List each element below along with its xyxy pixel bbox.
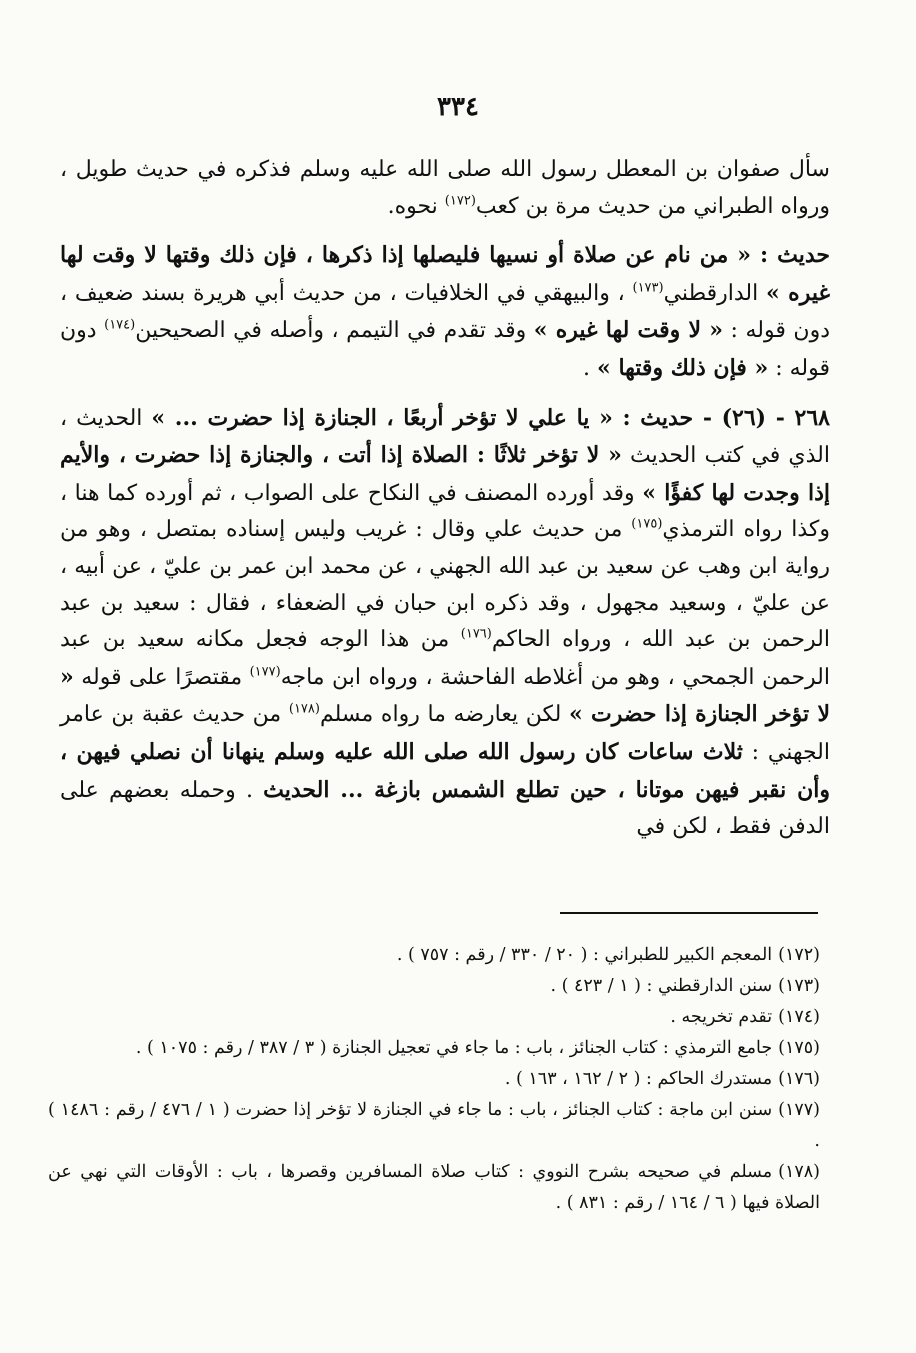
footnote-number: (١٧٤) [778,1007,820,1027]
bold-text-run: « لا تؤخر ثلاثًا : الصلاة إذا أتت ، والجنازة إذا حضرت ، والأيم إذا وجدت لها كفؤًا » [60,442,830,506]
footnote-divider [560,912,818,914]
footnote [48,1033,820,1064]
text-run: من حديث عقبة بن عامر الجهني : [60,702,830,765]
text-run: نحوه. [387,193,445,219]
text-run: سأل صفوان بن المعطل رسول الله صلى الله عليه وسلم فذكره في حديث طويل ، ورواه الطبراني من حديث مرة بن كعب [60,157,830,219]
footnote-text: المعجم الكبير للطبراني : ( ٢٠ / ٣٣٠ / رقم : ٧٥٧ ) . [396,945,773,965]
footnote [48,1064,820,1095]
text-run: مقتصرًا على قوله [73,664,250,690]
footnote-text: مستدرك الحاكم : ( ٢ / ١٦٢ ، ١٦٣ ) . [504,1069,773,1089]
footnote [48,940,820,971]
footnotes [48,940,820,1219]
paragraph [60,400,830,846]
footnote-text: سنن ابن ماجة : كتاب الجنائز ، باب : ما جاء في الجنازة لا تؤخر إذا حضرت ( ١ / ٤٧٦ / رقم : ١٤٨٦ ) . [48,1100,820,1151]
text-run: ، والبيهقي في الخلافيات ، من حديث أبي هريرة بسند ضعيف ، دون قوله : [60,280,830,344]
footnote-number: (١٧٨) [778,1162,820,1182]
footnote [48,1002,820,1033]
footnote-text: سنن الدارقطني : ( ١ / ٤٢٣ ) . [550,976,773,996]
bold-text-run: ثلاث ساعات كان رسول الله صلى الله عليه وسلم ينهانا أن نصلي فيهن ، وأن نقبر فيهن موتانا ، حين تطلع الشمس بازغة ... الحديث [60,738,830,803]
bold-text-run: « لا وقت لها غيره » [533,317,723,344]
footnote-number: (١٧٦) [778,1069,820,1089]
footnote-number: (١٧٧) [778,1100,820,1120]
footnote-reference: (١٧٥) [631,517,663,533]
text-run: الدارقطني [663,280,766,306]
footnote-number: (١٧٥) [778,1038,820,1058]
text-run: لكن يعارضه ما رواه مسلم [319,702,569,728]
footnote-reference: (١٧٢) [444,193,476,209]
text-run: الحديث ، الذي في كتب الحديث [60,405,830,469]
text-run: وقد أورده المصنف في النكاح على الصواب ، ثم أورده كما هنا ، وكذا رواه الترمذي [60,480,830,543]
footnote-text: جامع الترمذي : كتاب الجنائز ، باب : ما جاء في تعجيل الجنازة ( ٣ / ٣٨٧ / رقم : ١٠٧٥ ) . [135,1038,773,1058]
bold-text-run: حديث : « من نام عن صلاة أو نسيها فليصلها إذا ذكرها ، فإن ذلك وقتها لا وقت لها غيره » [60,242,830,306]
bold-text-run: « فإن ذلك وقتها » [597,354,769,381]
main-text [60,152,830,858]
text-run: دون قوله : [60,318,830,381]
footnote-number: (١٧٢) [778,945,820,965]
text-run: من هذا الوجه فجعل مكانه سعيد بن عبد الرحمن الجمحي ، وهو من أغلاطه الفاحشة ، ورواه ابن ماجه [60,627,830,690]
footnote-reference: (١٧٦) [460,626,492,642]
bold-text-run: ٢٦٨ - (٢٦) - حديث : « يا علي لا تؤخر أربعًا ، الجنازة إذا حضرت ... » [151,404,830,431]
text-run: . وحمله بعضهم على الدفن فقط ، لكن في [60,777,830,840]
footnote-number: (١٧٣) [778,976,820,996]
text-run: من حديث علي وقال : غريب وليس إسناده بمتصل ، وهو من رواية ابن وهب عن سعيد بن عبد الله الجهني ، عن محمد ابن عمر بن عليّ ، عن أبيه ، عن عليّ ، وسعيد مجهول ، وقد ذكره ابن حبان في الضعفاء ، فقال : سعيد بن عبد الرحمن بن عبد الله ، ورواه الحاكم [60,517,830,653]
footnote [48,1157,820,1219]
footnote-text: تقدم تخريجه . [670,1007,773,1027]
text-run: . [583,355,598,381]
footnote-reference: (١٧٧) [249,664,281,680]
text-run: وقد تقدم في التيمم ، وأصله في الصحيحين [135,318,534,344]
footnote-reference: (١٧٣) [632,280,664,296]
page-number: ٣٣٤ [437,92,479,122]
footnote [48,1095,820,1157]
footnote-reference: (١٧٨) [288,701,320,717]
paragraph [60,237,830,387]
bold-text-run: « لا تؤخر الجنازة إذا حضرت » [60,663,830,728]
footnote-text: مسلم في صحيحه بشرح النووي : كتاب صلاة المسافرين وقصرها ، باب : الأوقات التي نهي عن الصلاة فيها ( ٦ / ١٦٤ / رقم : ٨٣١ ) . [48,1162,820,1213]
footnote [48,971,820,1002]
footnote-reference: (١٧٤) [104,318,136,334]
paragraph [60,152,830,225]
